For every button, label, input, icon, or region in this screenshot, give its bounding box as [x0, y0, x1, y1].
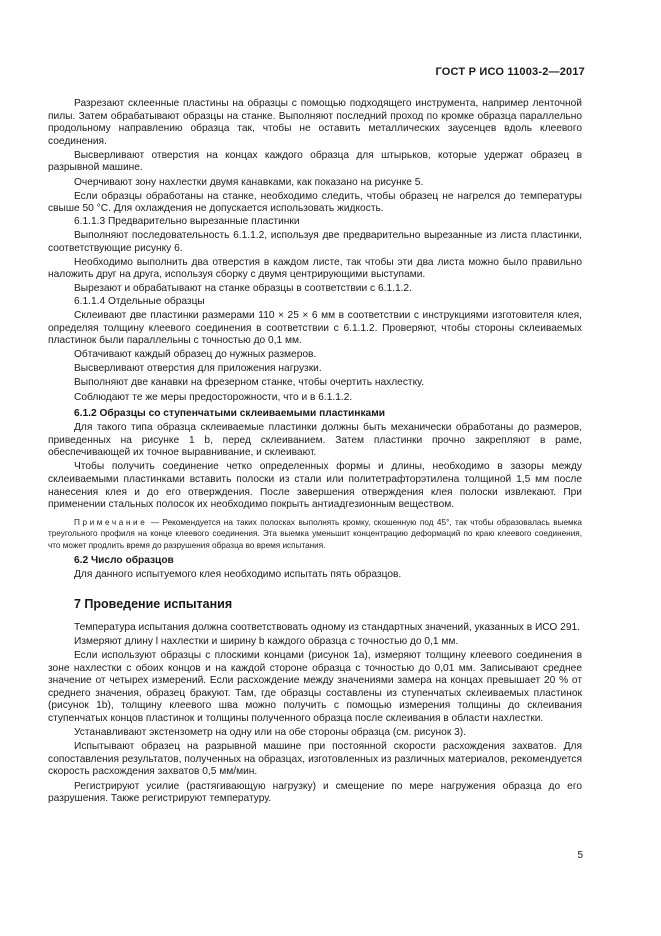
section-heading-7: 7 Проведение испытания	[74, 596, 233, 611]
paragraph: Высверливают отверстия для приложения нагрузки.	[74, 363, 322, 375]
paragraph: Выполняют последовательность 6.1.1.2, используя две предварительно вырезанные из листа пластинки, соответствующие рисунку 6.	[48, 229, 582, 254]
paragraph: Обтачивают каждый образец до нужных размеров.	[74, 349, 317, 361]
section-heading-6-2: 6.2 Число образцов	[74, 555, 174, 567]
paragraph: Вырезают и обрабатывают на станке образцы в соответствии с 6.1.1.2.	[74, 283, 412, 295]
paragraph: Очерчивают зону нахлестки двумя канавками, как показано на рисунке 5.	[74, 176, 424, 188]
clause-heading-6-1-1-3: 6.1.1.3 Предварительно вырезанные пластинки	[74, 215, 300, 227]
page-number: 5	[577, 850, 583, 861]
paragraph: Высверливают отверстия на концах каждого образца для штырьков, которые удержат образец в разрывной машине.	[48, 149, 582, 174]
paragraph: Регистрируют усилие (растягивающую нагрузку) и смещение по мере нагружения образца до его разрушения. Также регистрируют температуру.	[48, 780, 582, 805]
paragraph: Выполняют две канавки на фрезерном станке, чтобы очертить нахлестку.	[74, 377, 425, 389]
document-code: ГОСТ Р ИСО 11003-2—2017	[435, 66, 585, 78]
paragraph: Чтобы получить соединение четко определенных формы и длины, необходимо в зазоры между склеиваемыми пластинками вставить полоски из стали или политетрафторэтилена толщиной 1,5 мм после нанесения клея и до его отверждения. После завершения отверждения клея полоски извлекают. При применении стальных полосок их необходимо покрыть антиадгезионным веществом.	[48, 461, 582, 511]
note-text: — Рекомендуется на таких полосках выполнять кромку, скошенную под 45°, так чтобы образовалась выемка треугольного профиля на конце клеевого соединения. Эта выемка уменьшит концентрацию деформаций по краю клеевого соединения, что может продлить время до разрушения образца во время испытания.	[48, 517, 582, 550]
paragraph: Измеряют длину l нахлестки и ширину b каждого образца с точностью до 0,1 мм.	[74, 636, 459, 647]
paragraph: Разрезают склеенные пластины на образцы с помощью подходящего инструмента, например ленточной пилы. Затем обрабатывают образцы на станке. Выполняют последний проход по кромке образца параллельно продольному направлению образца так, чтобы не оставить металлических заусенцев вдоль клеевого соединения.	[48, 98, 582, 147]
paragraph: Испытывают образец на разрывной машине при постоянной скорости расхождения захватов. Для сопоставления результатов, полученных на образцах, изготовленных из различных материалов, рекомендуется скорость расхождения захватов 0,5 мм/мин.	[48, 741, 582, 778]
paragraph: Для такого типа образца склеиваемые пластинки должны быть механически обработаны до размеров, приведенных на рисунке 1 b, перед склеиванием. Затем пластинки прочно закрепляют в раме, обеспечивающей их точное выравнивание, и склеивают.	[48, 422, 582, 459]
clause-heading-6-1-1-4: 6.1.1.4 Отдельные образцы	[74, 295, 205, 307]
paragraph: Необходимо выполнить два отверстия в каждом листе, так чтобы эти два листа можно было правильно наложить друг на друга, используя сборку с двумя центрирующими выступами.	[48, 256, 582, 281]
paragraph: Если используют образцы с плоскими концами (рисунок 1а), измеряют толщину клеевого соединения в зоне нахлестки с обоих концов и на каждой стороне образца с точностью до 0,01 мм. Записывают среднее значение от четырех измерений. Если расхождение между значениями замера на концах превышает 20 % от среднего значения, образец бракуют. Там, где образцы составлены из ступенчатых склеиваемых пластинок (рисунок 1b), толщину клеевого шва можно получить с помощью измерения толщины до склеивания ступенчатых концов пластинок и толщины полученного образца после склеивания в области нахлестки.	[48, 650, 582, 725]
paragraph: Для данного испытуемого клея необходимо испытать пять образцов.	[74, 569, 402, 581]
section-heading-6-1-2: 6.1.2 Образцы со ступенчатыми склеиваемыми пластинками	[74, 408, 386, 420]
paragraph: Устанавливают экстензометр на одну или на обе стороны образца (см. рисунок 3).	[74, 727, 467, 739]
document-body	[48, 98, 582, 806]
paragraph: Температура испытания должна соответствовать одному из стандартных значений, указанных в ИСО 291.	[74, 621, 580, 633]
note	[48, 517, 582, 552]
paragraph: Соблюдают те же меры предосторожности, что и в 6.1.1.2.	[74, 391, 353, 403]
paragraph: Склеивают две пластинки размерами 110 × 25 × 6 мм в соответствии с инструкциями изготовителя клея, определяя толщину клеевого соединения в соответствии с 6.1.1.2. Проверяют, чтобы стороны склеиваемых пластинок были параллельны с точностью до 0,1 мм.	[48, 310, 582, 347]
paragraph: Если образцы обработаны на станке, необходимо следить, чтобы образец не нагрелся до температуры свыше 50 °С. Для охлаждения не допускается использовать жидкость.	[48, 190, 582, 215]
note-label: Примечание	[74, 517, 148, 527]
